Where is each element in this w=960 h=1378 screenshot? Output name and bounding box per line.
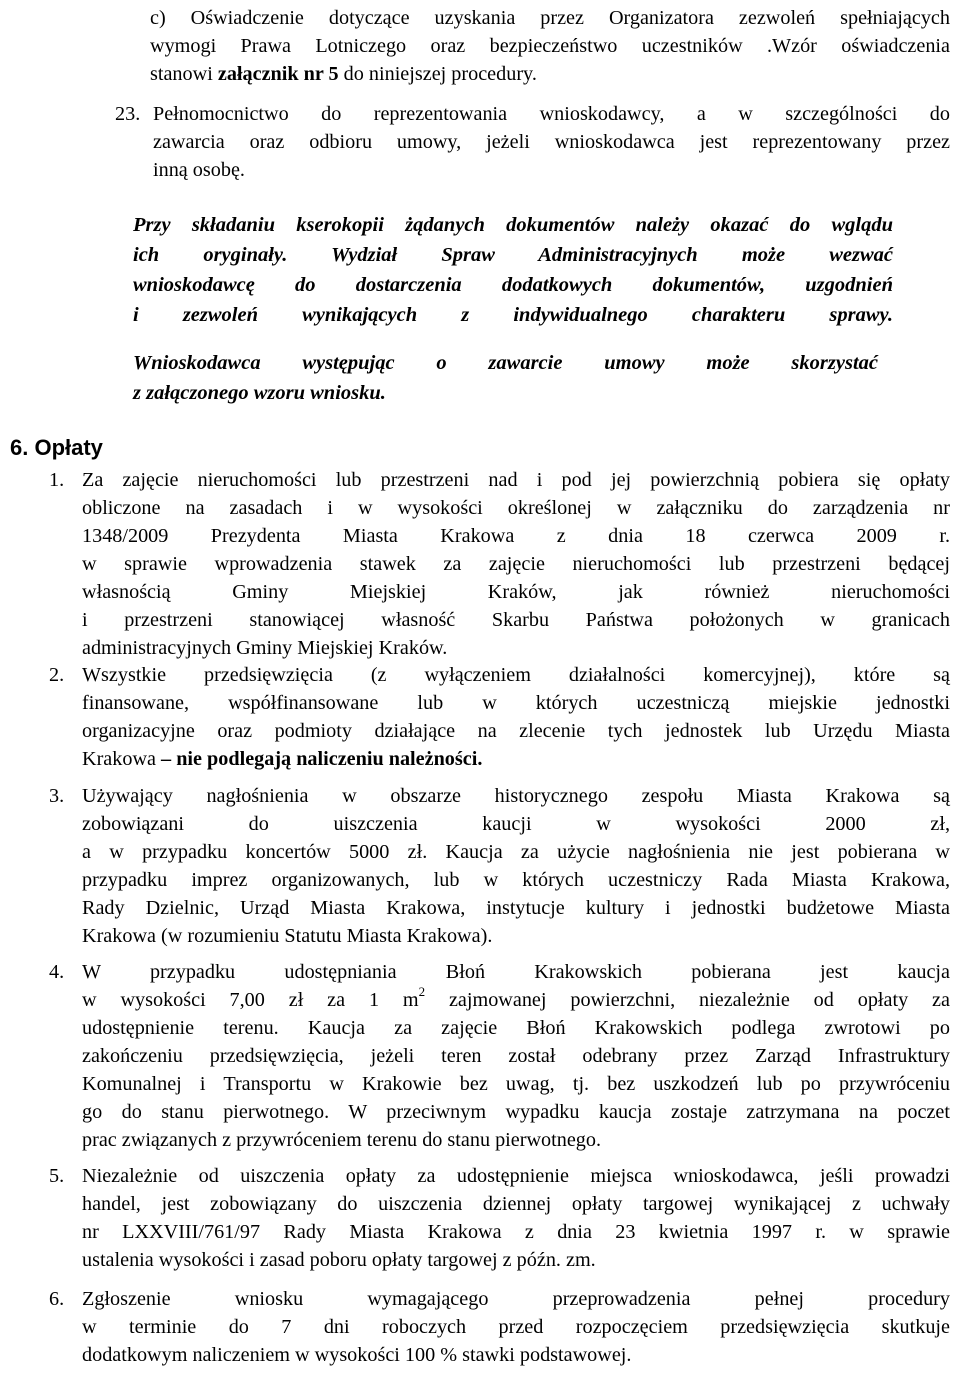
note-1-line-4: i zezwoleń wynikających z indywidualnego charakteru sprawy. <box>133 304 893 326</box>
fee-item-5-line: nr LXXVIII/761/97 Rady Miasta Krakowa z dnia 23 kwietnia 1997 r. w sprawie <box>82 1221 950 1243</box>
fee-item-1-number: 1. <box>49 469 65 491</box>
fee-item-3-line: Krakowa (w rozumieniu Statutu Miasta Krakowa). <box>82 925 493 947</box>
fee-item-5 <box>82 1162 950 1274</box>
fee-item-1 <box>82 466 950 662</box>
item-c-line-2: wymogi Prawa Lotniczego oraz bezpieczeństwo uczestników .Wzór oświadczenia <box>150 35 950 57</box>
section-heading: 6. Opłaty <box>10 435 103 460</box>
square-superscript: 2 <box>418 984 426 1000</box>
item-c-line-3 <box>150 60 950 88</box>
fee-item-1-line: w sprawie wprowadzenia stawek za zajęcie nieruchomości lub przestrzeni będącej <box>82 553 950 575</box>
fee-item-4-line-2a: w wysokości 7,00 zł za 1 m <box>82 989 419 1011</box>
fee-item-2-last-plain: Krakowa <box>82 748 162 770</box>
item-23-number: 23. <box>115 103 141 125</box>
fee-item-4-line-2b: zajmowanej powierzchni, niezależnie od opłaty za <box>425 989 950 1011</box>
item-23 <box>153 100 950 184</box>
note-application-form <box>133 348 878 408</box>
note-1-line-2: ich oryginały. Wydział Spraw Administracyjnych może wezwać <box>133 244 893 266</box>
attachment-reference: załącznik nr 5 <box>217 63 339 85</box>
item-c-line-3a: stanowi <box>150 63 218 85</box>
note-1-line-3: wnioskodawcę do dostarczenia dodatkowych dokumentów, uzgodnień <box>133 274 893 296</box>
note-2-line-1: Wnioskodawca występując o zawarcie umowy może skorzystać <box>133 352 878 374</box>
fee-item-2-line: finansowane, współfinansowane lub w których uczestniczą miejskie jednostki <box>82 692 950 714</box>
note-2-line-2: z załączonego wzoru wniosku. <box>133 382 386 404</box>
fee-item-3-number: 3. <box>49 785 65 807</box>
fee-item-3-line: zobowiązani do uiszczenia kaucji w wysokości 2000 zł, <box>82 813 950 835</box>
item-c-line-1: c) Oświadczenie dotyczące uzyskania przez Organizatora zezwoleń spełniających <box>150 7 950 29</box>
fee-item-2-line: Wszystkie przedsięwzięcia (z wyłączeniem działalności komercyjnej), które są <box>82 664 950 686</box>
fee-item-2 <box>82 661 950 773</box>
fee-item-1-line: i przestrzeni stanowiącej własność Skarbu Państwa położonych w granicach <box>82 609 950 631</box>
fee-item-5-line: ustalenia wysokości i zasad poboru opłaty targowej z późn. zm. <box>82 1249 596 1271</box>
note-documents <box>133 210 893 330</box>
fee-item-4-line-area <box>82 986 950 1014</box>
fee-item-3 <box>82 782 950 950</box>
fee-item-1-line: 1348/2009 Prezydenta Miasta Krakowa z dnia 18 czerwca 2009 r. <box>82 525 950 547</box>
fee-item-6-line: Zgłoszenie wniosku wymagającego przeprowadzenia pełnej procedury <box>82 1288 950 1310</box>
fee-item-1-line: obliczone na zasadach i w wysokości określonej w załączniku do zarządzenia nr <box>82 497 950 519</box>
fee-item-3-line: Używający nagłośnienia w obszarze historycznego zespołu Miasta Krakowa są <box>82 785 950 807</box>
fee-item-3-line: przypadku imprez organizowanych, lub w których uczestniczy Rada Miasta Krakowa, <box>82 869 950 891</box>
fee-item-2-line: organizacyjne oraz podmioty działające na zlecenie tych jednostek lub Urzędu Miasta <box>82 720 950 742</box>
fee-item-1-line: Za zajęcie nieruchomości lub przestrzeni nad i pod jej powierzchnią pobiera się opłaty <box>82 469 950 491</box>
item-23-line-1: Pełnomocnictwo do reprezentowania wnioskodawcy, a w szczególności do <box>153 103 950 125</box>
fee-item-4-line: prac związanych z przywróceniem terenu do stanu pierwotnego. <box>82 1129 602 1151</box>
fee-item-5-number: 5. <box>49 1165 65 1187</box>
fee-item-4-line: udostępnienie terenu. Kaucja za zajęcie Błoń Krakowskich podlega zwrotowi po <box>82 1017 950 1039</box>
fee-item-1-line: własnością Gminy Miejskiej Kraków, jak również nieruchomości <box>82 581 950 603</box>
fee-item-2-last-line <box>82 745 950 773</box>
fee-item-4-number: 4. <box>49 961 65 983</box>
fee-item-1-line: administracyjnych Gminy Miejskiej Kraków. <box>82 637 448 659</box>
fee-item-6-line: w terminie do 7 dni roboczych przed rozpoczęciem przedsięwzięcia skutkuje <box>82 1316 950 1338</box>
item-23-line-2: zawarcia oraz odbioru umowy, jeżeli wnioskodawca jest reprezentowany przez <box>153 131 950 153</box>
fee-item-6-number: 6. <box>49 1288 65 1310</box>
fee-item-4-line: zakończeniu przedsięwzięcia, jeżeli teren został odebrany przez Zarząd Infrastruktury <box>82 1045 950 1067</box>
fee-item-6 <box>82 1285 950 1369</box>
fee-item-6-line: dodatkowym naliczeniem w wysokości 100 % stawki podstawowej. <box>82 1344 632 1366</box>
item-c <box>150 4 950 88</box>
item-23-line-3: inną osobę. <box>153 159 245 181</box>
fee-item-3-line: Rady Dzielnic, Urząd Miasta Krakowa, instytucje kultury i jednostki budżetowe Miasta <box>82 897 950 919</box>
fee-item-4-line: go do stanu pierwotnego. W przeciwnym wypadku kaucja zostaje zatrzymana na poczet <box>82 1101 950 1123</box>
fee-item-2-number: 2. <box>49 664 65 686</box>
fee-item-4-line: W przypadku udostępniania Błoń Krakowskich pobierana jest kaucja <box>82 961 950 983</box>
note-1-line-1: Przy składaniu kserokopii żądanych dokumentów należy okazać do wglądu <box>133 214 893 236</box>
item-c-line-3c: do niniejszej procedury. <box>338 63 537 85</box>
fee-item-5-line: handel, jest zobowiązany do uiszczenia dziennej opłaty targowej wynikającej z uchwały <box>82 1193 950 1215</box>
fee-item-4 <box>82 958 950 1154</box>
fee-item-4-line: Komunalnej i Transportu w Krakowie bez uwag, tj. bez uszkodzeń lub po przywróceniu <box>82 1073 950 1095</box>
fee-exemption-notice: – nie podlegają naliczeniu należności. <box>161 748 483 770</box>
fee-item-3-line: a w przypadku koncertów 5000 zł. Kaucja za użycie nagłośnienia nie jest pobierana w <box>82 841 950 863</box>
fee-item-5-line: Niezależnie od uiszczenia opłaty za udostępnienie miejsca wnioskodawca, jeśli prowadzi <box>82 1165 950 1187</box>
